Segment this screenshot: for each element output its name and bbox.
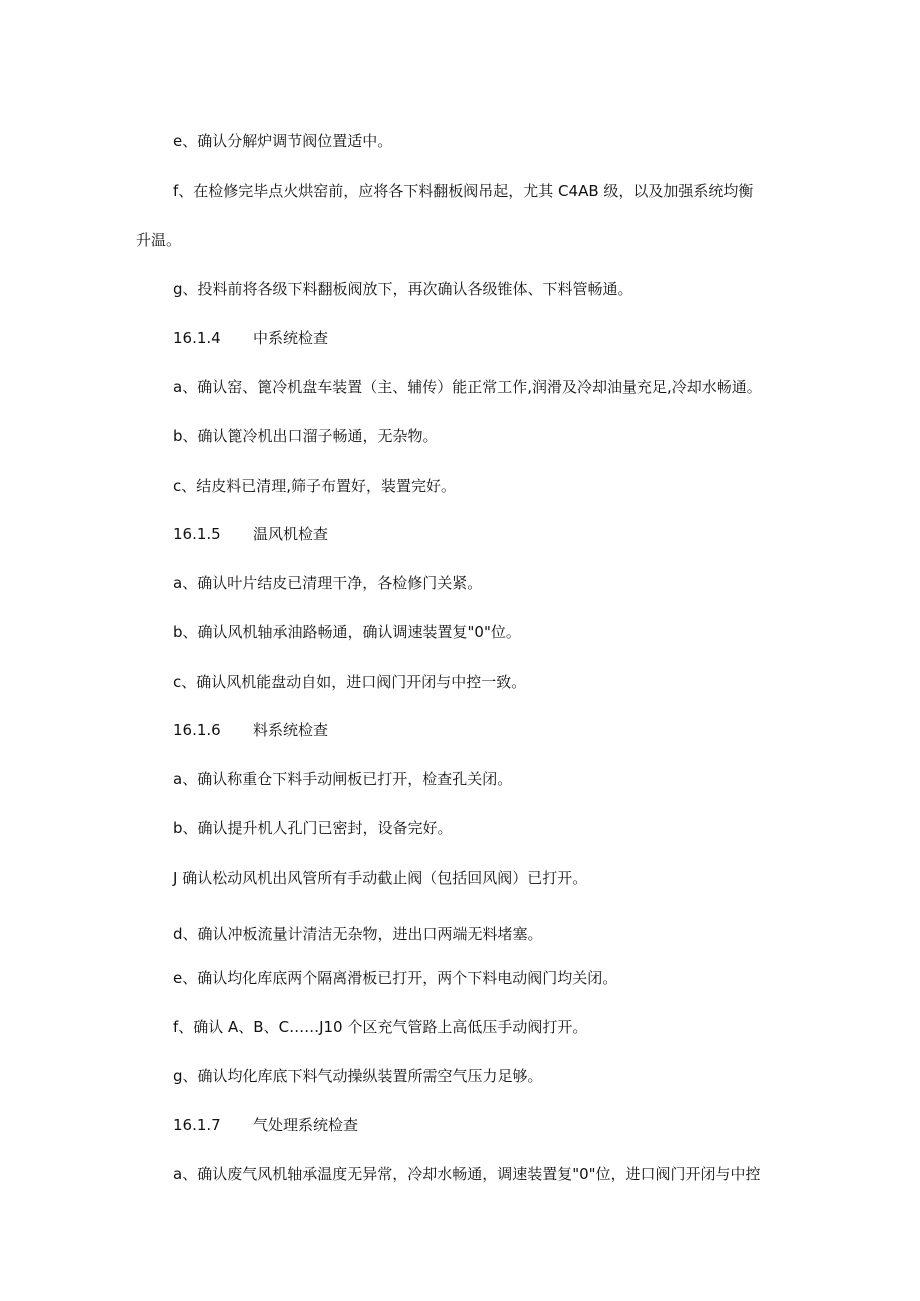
section-number: 16.1.4	[173, 329, 221, 347]
section-title: 中系统检查	[253, 329, 329, 347]
paragraph-c: c、结皮料已清理,筛子布置好，装置完好。	[173, 477, 457, 495]
paragraph-j: J 确认松动风机出风管所有手动截止阀（包括回风阀）已打开。	[173, 869, 588, 887]
section-number: 16.1.7	[173, 1116, 221, 1134]
paragraph-b: b、确认提升机人孔门已密封，设备完好。	[173, 819, 453, 837]
paragraph-g: g、投料前将各级下料翻板阀放下，再次确认各级锥体、下料管畅通。	[173, 280, 633, 298]
paragraph-b: b、确认篦冷机出口溜子畅通，无杂物。	[173, 427, 438, 445]
paragraph-a: a、确认称重仓下料手动闸板已打开，检查孔关闭。	[173, 770, 513, 788]
section-title: 气处理系统检查	[253, 1116, 359, 1134]
paragraph-f: f、确认 A、B、C……J10 个区充气管路上高低压手动阀打开。	[173, 1018, 588, 1036]
section-number: 16.1.5	[173, 525, 221, 543]
paragraph-a: a、确认叶片结皮已清理干净，各检修门关紧。	[173, 574, 483, 592]
section-number: 16.1.6	[173, 721, 221, 739]
paragraph-f-continued: 升温。	[136, 231, 182, 249]
paragraph-a: a、确认废气风机轴承温度无异常，冷却水畅通，调速装置复"0"位，进口阀门开闭与中控	[173, 1165, 761, 1183]
paragraph-f: f、在检修完毕点火烘窑前，应将各下料翻板阀吊起，尤其 C4AB 级，以及加强系统均衡	[173, 182, 754, 200]
paragraph-e: e、确认分解炉调节阀位置适中。	[173, 132, 393, 150]
section-title: 温风机检查	[253, 525, 329, 543]
section-heading-16-1-6	[173, 720, 328, 740]
section-title: 料系统检查	[253, 721, 329, 739]
section-heading-16-1-5	[173, 524, 328, 544]
paragraph-b: b、确认风机轴承油路畅通，确认调速装置复"0"位。	[173, 623, 521, 641]
section-heading-16-1-7	[173, 1115, 358, 1135]
paragraph-a: a、确认窑、篦冷机盘车装置（主、辅传）能正常工作,润滑及冷却油量充足,冷却水畅通。	[173, 378, 762, 396]
paragraph-d: d、确认冲板流量计清洁无杂物，进出口两端无料堵塞。	[173, 925, 543, 943]
section-heading-16-1-4	[173, 328, 328, 348]
paragraph-c: c、确认风机能盘动自如，进口阀门开闭与中控一致。	[173, 673, 527, 691]
paragraph-g: g、确认均化库底下料气动操纵装置所需空气压力足够。	[173, 1067, 543, 1085]
paragraph-e: e、确认均化库底两个隔离滑板已打开，两个下料电动阀门均关闭。	[173, 969, 618, 987]
